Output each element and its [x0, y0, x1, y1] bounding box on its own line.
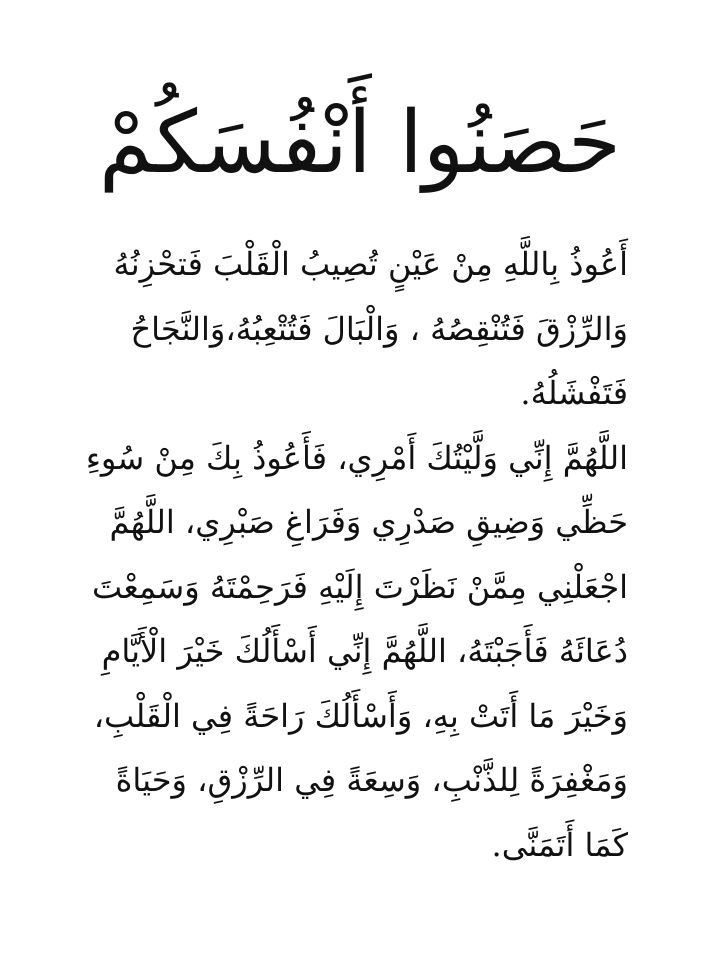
- prayer-paragraph-2: اللَّهُمَّ إِنِّي وَلَّيْتُكَ أَمْرِي، فَأَعُوذُ بِكَ مِنْ سُوءِ حَظِّي وَضِيقِ صَدْرِي وَفَرَاغِ صَبْرِي، اللَّهُمَّ اجْعَلْنِي مِمَّنْ نَظَرْتَ إِلَيْهِ فَرَحِمْتَهُ وَسَمِعْتَ دُعَائَهُ فَأَجَبْتَهُ، اللَّهُمَّ إِنِّي أَسْأَلُكَ خَيْرَ الْأَيَّامِ وَخَيْرَ مَا أَتَتْ بِهِ، وَأَسْأَلُكَ رَاحَةً فِي الْقَلْبِ، وَمَغْفِرَةً لِلذَّنْبِ، وَسِعَةً فِي الرِّزْقِ، وَحَيَاةً كَمَا أَتَمَنَّى.: [85, 438, 628, 864]
- page-title: حَصَنُوا أَنْفُسَكُمْ: [98, 93, 622, 193]
- prayer-paragraph-1: أَعُوذُ بِاللَّهِ مِنْ عَيْنٍ تُصِيبُ الْقَلْبَ فَتحْزِنُهُ وَالرِّزْقَ فَتُنْقِصُهُ ، وَالْبَالَ فَتُتْعِبُهُ،وَالنَّجَاحُ فَتَفْشَلُهُ.: [113, 245, 628, 412]
- prayer-text: [70, 232, 628, 877]
